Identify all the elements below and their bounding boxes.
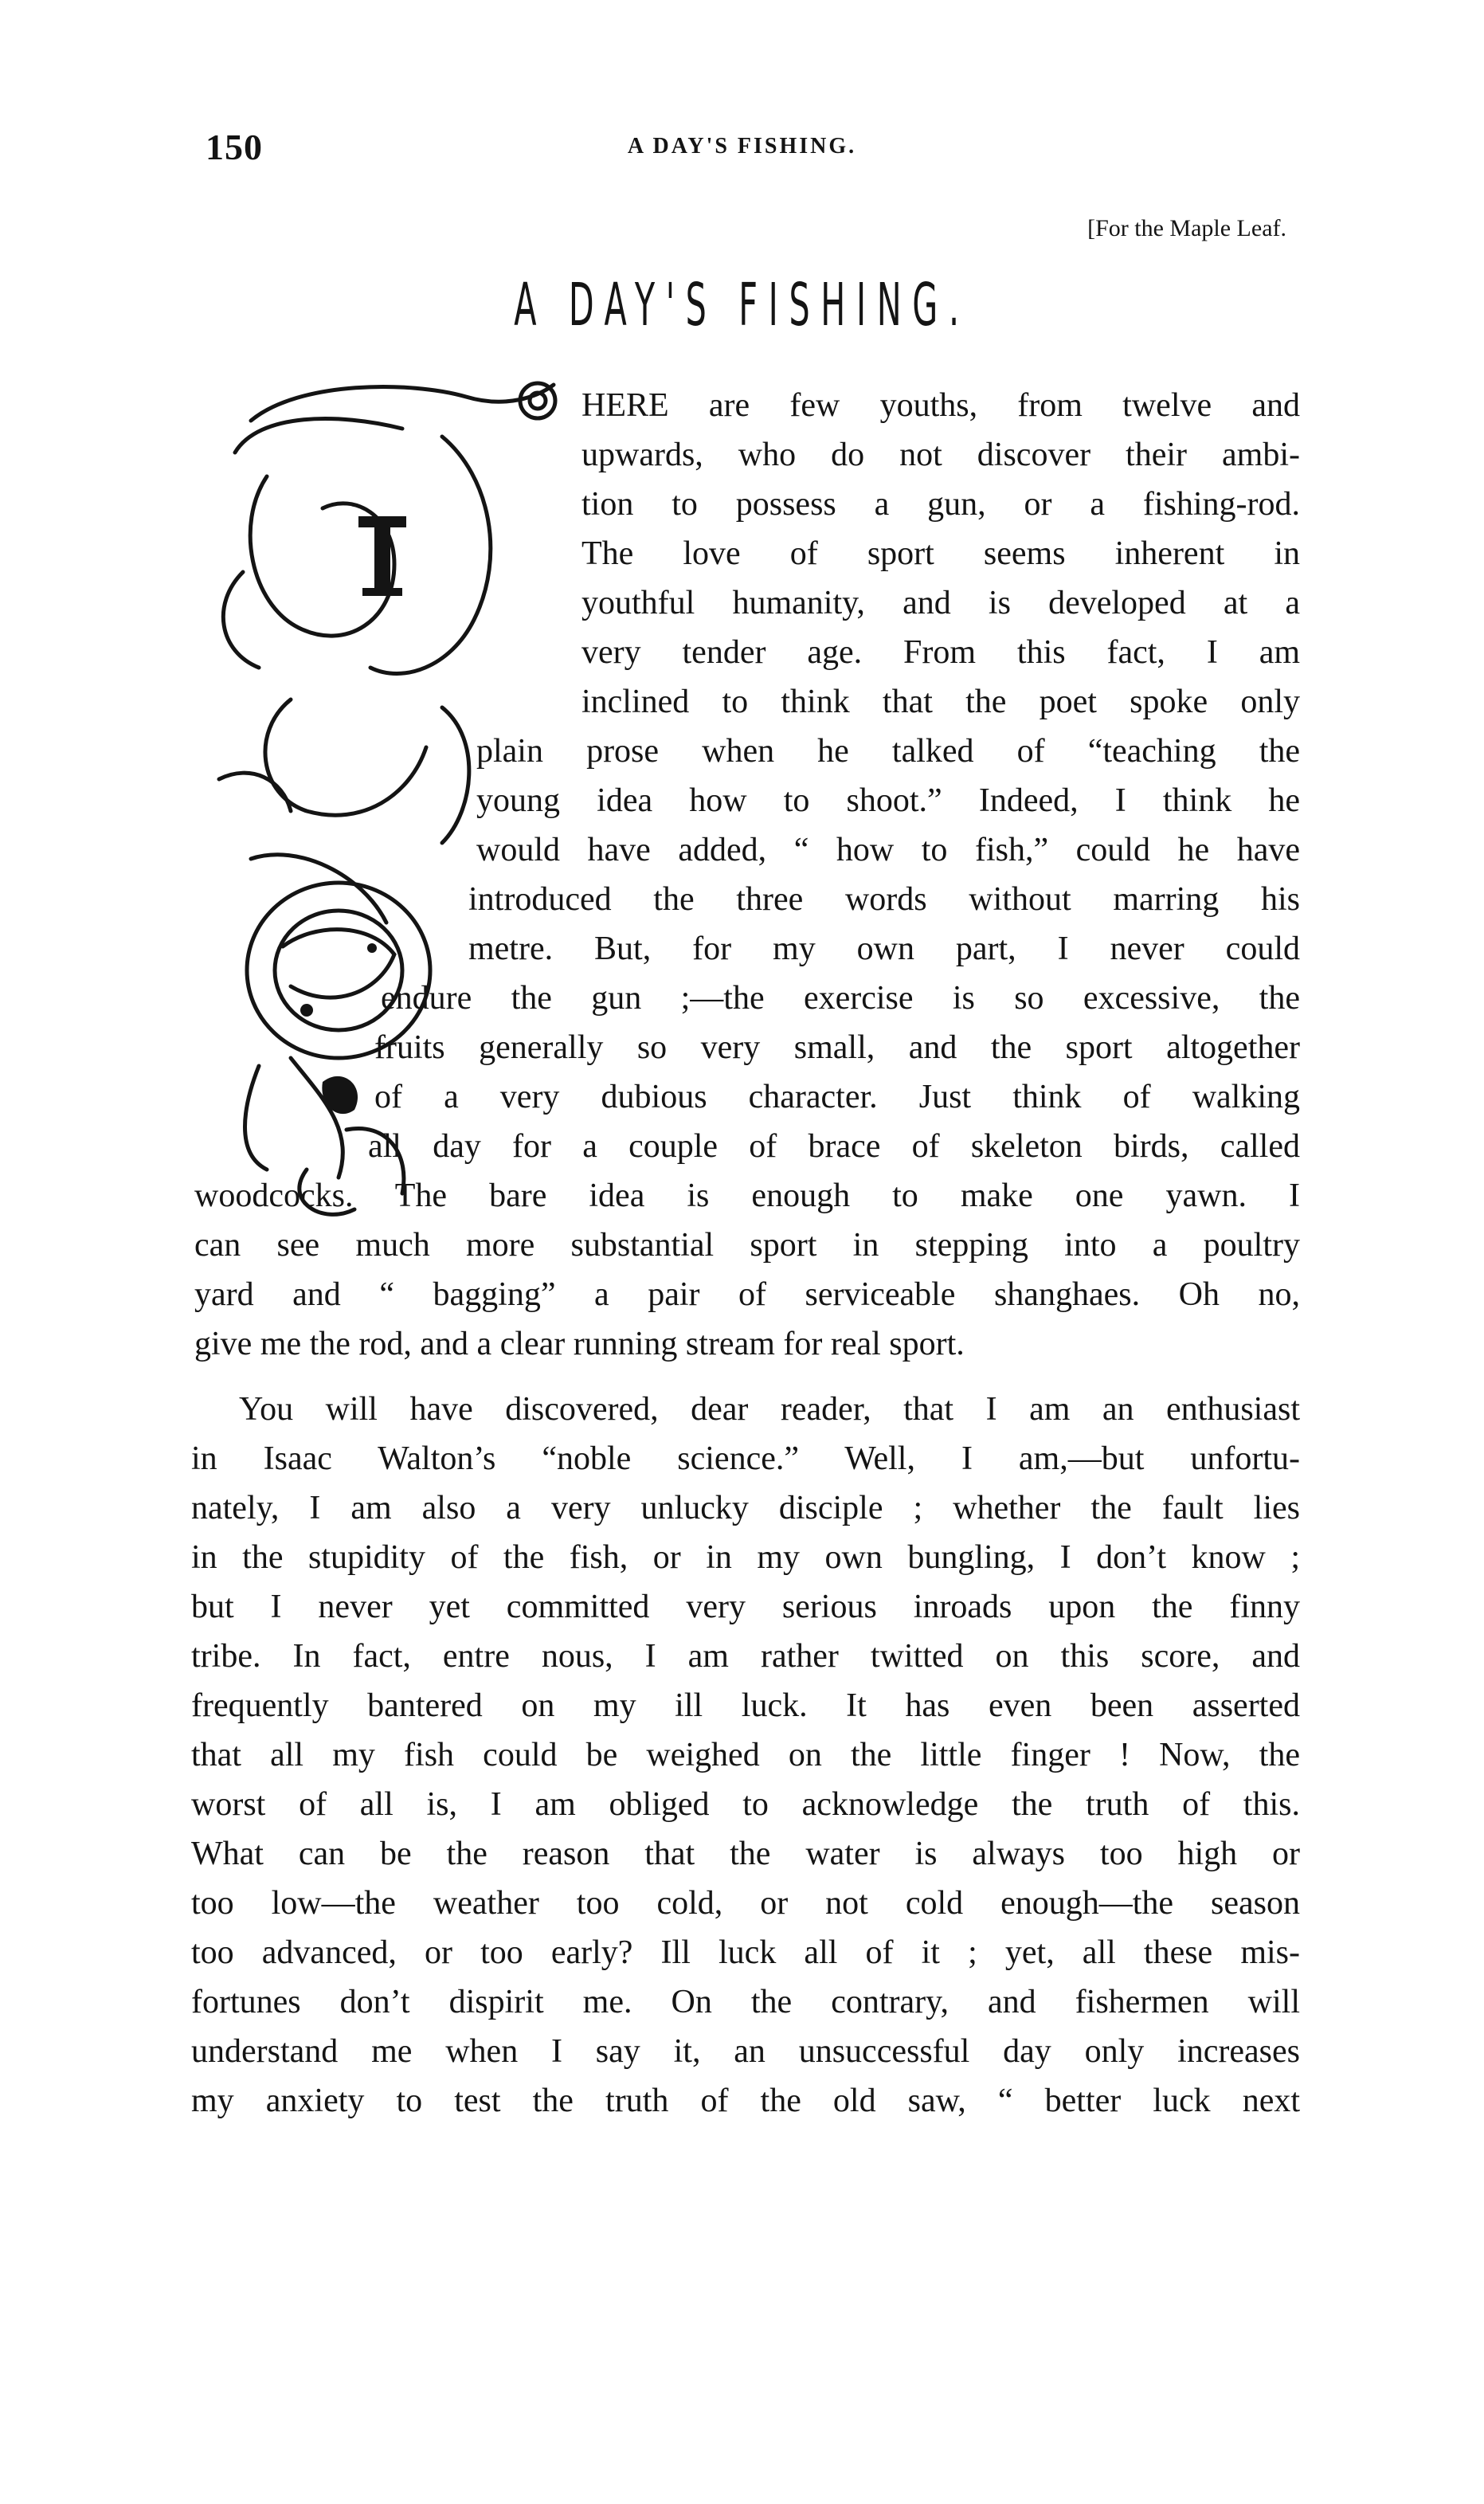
body-line: but I never yet committed very serious inroads upon the finny [191,1589,1300,1625]
body-line: in Isaac Walton’s “noble science.” Well, I am,—but unfortu- [191,1440,1300,1477]
body-line: upwards, who do not discover their ambi- [581,437,1300,473]
body-line: understand me when I say it, an unsuccessful day only increases [191,2033,1300,2070]
body-line: frequently bantered on my ill luck. It has even been asserted [191,1687,1300,1724]
page-header [0,126,1484,174]
body-line: metre. But, for my own part, I never could [468,931,1300,967]
body-line: all day for a couple of brace of skeleton birds, called [368,1128,1300,1165]
body-line: too low—the weather too cold, or not cold enough—the season [191,1885,1300,1922]
body-line: fortunes don’t dispirit me. On the contrary, and fishermen will [191,1984,1300,2020]
body-line: of a very dubious character. Just think of walking [374,1079,1300,1115]
body-line: would have added, “ how to fish,” could he have [476,832,1300,868]
body-line: can see much more substantial sport in stepping into a poultry [194,1227,1300,1264]
article-title: A DAY'S FISHING. [514,271,970,339]
body-line: yard and “ bagging” a pair of serviceable shanghaes. Oh no, [194,1276,1300,1313]
body-line: introduced the three words without marring his [468,881,1300,918]
body-line: my anxiety to test the truth of the old saw, “ better luck next [191,2083,1300,2119]
body-line: plain prose when he talked of “teaching the [476,733,1300,770]
body-line: worst of all is, I am obliged to acknowledge the truth of this. [191,1786,1300,1823]
source-credit: [For the Maple Leaf. [1087,215,1286,241]
body-line: young idea how to shoot.” Indeed, I think he [476,782,1300,819]
body-line: endure the gun ;—the exercise is so excessive, the [381,980,1300,1017]
body-line: in the stupidity of the fish, or in my own bungling, I don’t know ; [191,1539,1300,1576]
body-line: that all my fish could be weighed on the little finger ! Now, the [191,1737,1300,1773]
body-line: very tender age. From this fact, I am [581,634,1300,671]
body-line: fruits generally so very small, and the sport altogether [374,1029,1300,1066]
body-line: HERE are few youths, from twelve and [581,387,1300,424]
body-line: youthful humanity, and is developed at a [581,585,1300,621]
page-number: 150 [206,127,263,167]
body-line: nately, I am also a very unlucky disciple ; whether the fault lies [191,1490,1300,1526]
body-line: tion to possess a gun, or a fishing-rod. [581,486,1300,523]
body-line: inclined to think that the poet spoke only [581,684,1300,720]
body-line: woodcocks. The bare idea is enough to make one yawn. I [194,1178,1300,1214]
body-line: tribe. In fact, entre nous, I am rather twitted on this score, and [191,1638,1300,1675]
body-line: The love of sport seems inherent in [581,535,1300,572]
body-line: too advanced, or too early? Ill luck all of it ; yet, all these mis- [191,1934,1300,1971]
body-line: You will have discovered, dear reader, that I am an enthusiast [239,1391,1300,1428]
body-line: What can be the reason that the water is always too high or [191,1836,1300,1872]
running-head: A DAY'S FISHING. [627,134,857,159]
body-line: give me the rod, and a clear running stream for real sport. [194,1326,965,1362]
